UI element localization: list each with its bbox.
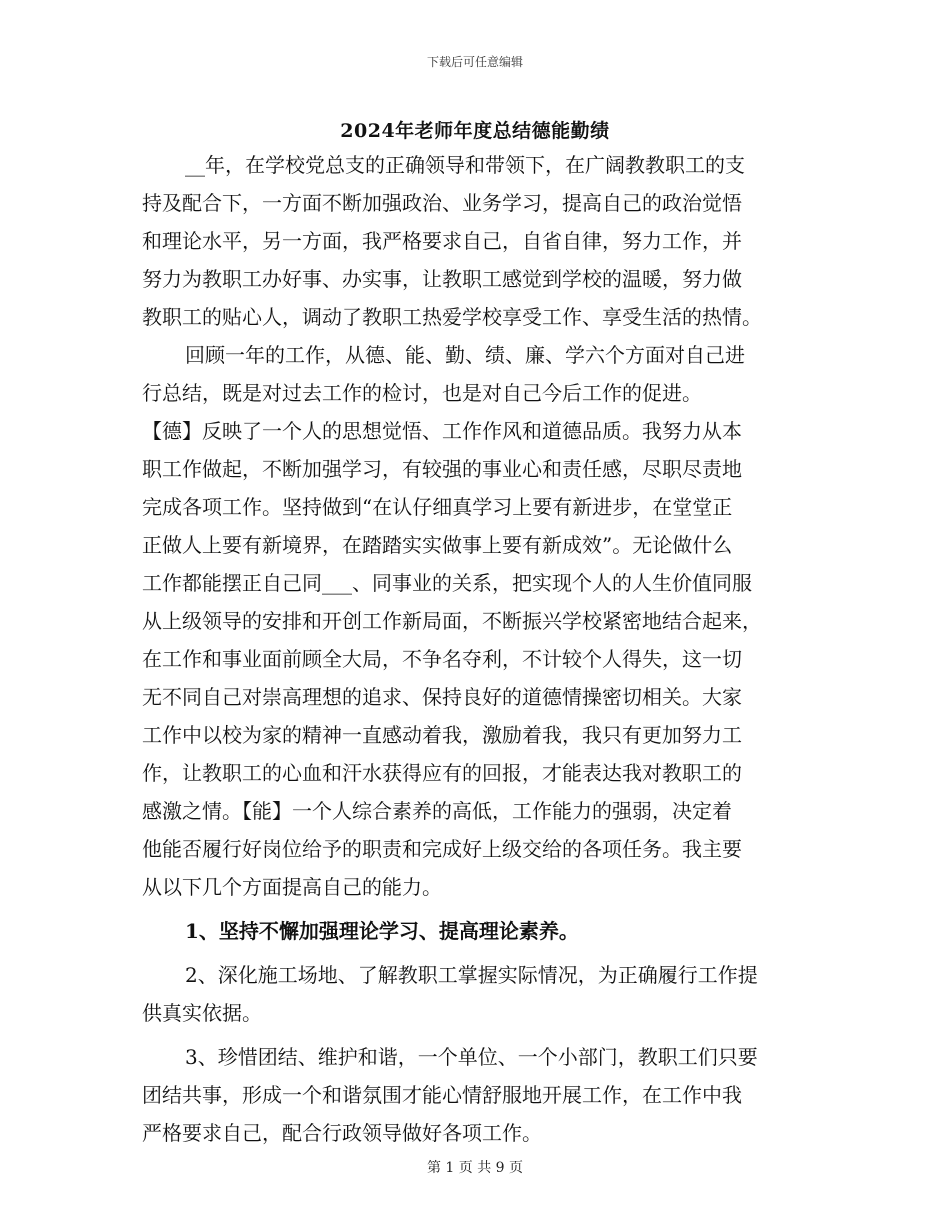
list-item-heading: 1、坚持不懈加强理论学习、提高理论素养。: [185, 919, 579, 943]
paragraph-line: 作，让教职工的心血和汗水获得应有的回报，才能表达我对教职工的: [142, 761, 742, 785]
paragraph-line: 完成各项工作。坚持做到“在认仔细真学习上要有新进步，在堂堂正: [142, 495, 733, 519]
list-item: 3、珍惜团结、维护和谐，一个单位、一个小部门，教职工们只要: [185, 1045, 758, 1069]
list-item-continuation: 供真实依据。: [142, 1001, 262, 1025]
list-item-continuation: 团结共事，形成一个和谐氛围才能心情舒服地开展工作，在工作中我: [142, 1083, 742, 1107]
paragraph-line: 工作中以校为家的精神一直感动着我，激励着我，我只有更加努力工: [142, 723, 742, 747]
paragraph-line: 职工作做起，不断加强学习，有较强的事业心和责任感，尽职尽责地: [142, 457, 742, 481]
header-note: 下载后可任意编辑: [426, 55, 523, 69]
paragraph-line: 教职工的贴心人，调动了教职工热爱学校享受工作、享受生活的热情。: [142, 305, 762, 329]
paragraph-line: 感激之情。【能】一个人综合素养的高低，工作能力的强弱，决定着: [142, 799, 732, 823]
paragraph-line: 从以下几个方面提高自己的能力。: [142, 875, 442, 899]
page-footer: 第 1 页 共 9 页: [426, 1160, 524, 1176]
paragraph-line: 他能否履行好岗位给予的职责和完成好上级交给的各项任务。我主要: [142, 837, 742, 861]
paragraph-line: 正做人上要有新境界，在踏踏实实做事上要有新成效”。无论做什么: [142, 533, 733, 557]
paragraph-line: __年，在学校党总支的正确领导和带领下，在广阔教教职工的支: [185, 153, 745, 177]
document-title: 2024年老师年度总结德能勤绩: [340, 120, 610, 142]
paragraph-line: 从上级领导的安排和开创工作新局面，不断振兴学校紧密地结合起来，: [142, 609, 762, 633]
paragraph-line: 回顾一年的工作，从德、能、勤、绩、廉、学六个方面对自己进: [185, 343, 745, 367]
paragraph-line: 无不同自己对崇高理想的追求、保持良好的道德情操密切相关。大家: [142, 685, 742, 709]
paragraph-line: 行总结，既是对过去工作的检讨，也是对自己今后工作的促进。: [142, 381, 702, 405]
list-item-continuation: 严格要求自己，配合行政领导做好各项工作。: [142, 1121, 542, 1145]
paragraph-line: 工作都能摆正自己同___、同事业的关系，把实现个人的人生价值同服: [142, 571, 752, 595]
paragraph-line: 努力为教职工办好事、办实事，让教职工感觉到学校的温暖，努力做: [142, 267, 742, 291]
paragraph-line: 【德】反映了一个人的思想觉悟、工作作风和道德品质。我努力从本: [142, 419, 742, 443]
paragraph-line: 持及配合下，一方面不断加强政治、业务学习，提高自己的政治觉悟: [142, 191, 742, 215]
paragraph-line: 在工作和事业面前顾全大局，不争名夺利，不计较个人得失，这一切: [142, 647, 742, 671]
paragraph-line: 和理论水平，另一方面，我严格要求自己，自省自律，努力工作，并: [142, 229, 742, 253]
list-item: 2、深化施工场地、了解教职工掌握实际情况，为正确履行工作提: [185, 963, 758, 987]
document-body: [142, 146, 814, 1152]
